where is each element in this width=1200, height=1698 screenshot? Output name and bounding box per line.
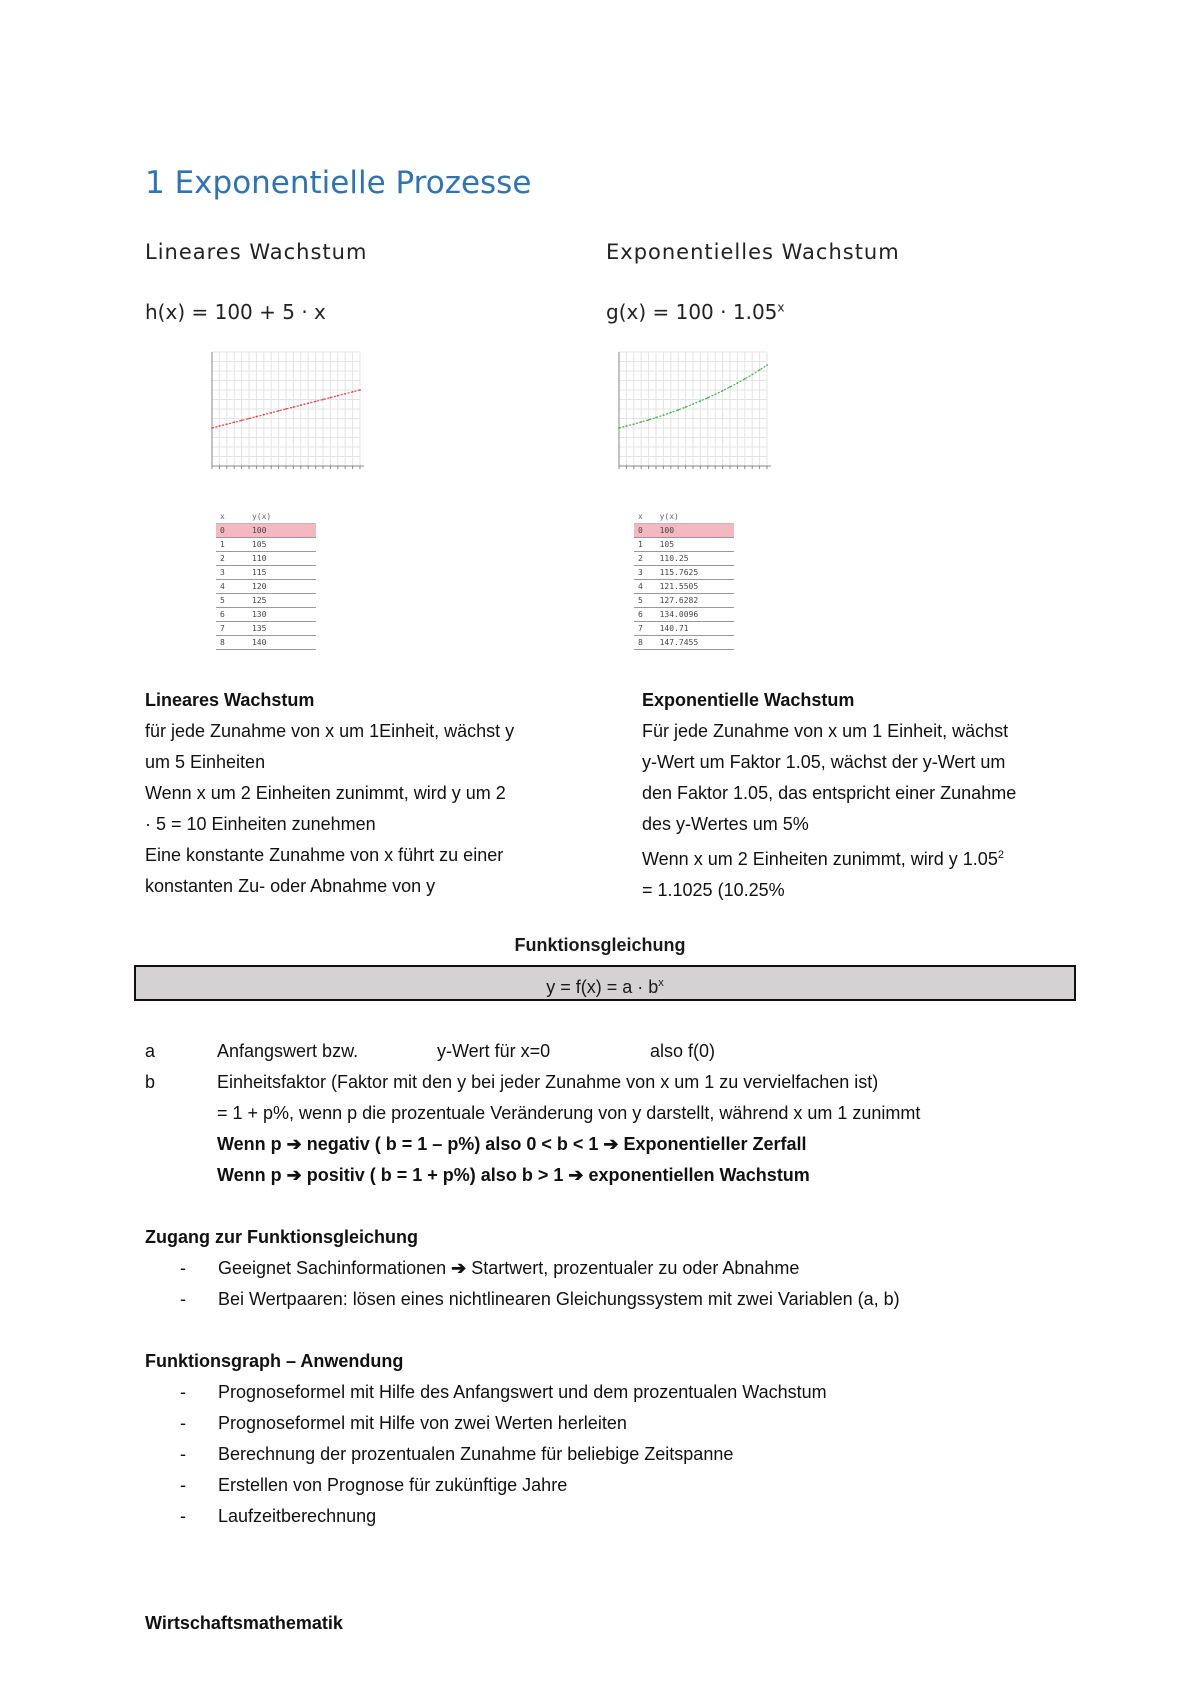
data-point bbox=[744, 378, 746, 380]
table-row bbox=[634, 580, 734, 594]
table-row bbox=[216, 622, 316, 636]
linear-text-line: · 5 = 10 Einheiten zunehmen bbox=[145, 814, 376, 834]
function-title: Funktionsgleichung bbox=[514, 935, 686, 955]
anwendung-title: Funktionsgraph – Anwendung bbox=[145, 1351, 404, 1371]
exponential-description bbox=[642, 685, 1092, 906]
table-cell: 115.7625 bbox=[656, 566, 734, 580]
table-cell: 5 bbox=[216, 594, 248, 608]
linear-text-line: um 5 Einheiten bbox=[145, 752, 266, 772]
list-bullet: - bbox=[180, 1444, 186, 1464]
arrow-right-icon: ➔ bbox=[568, 1165, 584, 1185]
data-point bbox=[300, 404, 302, 406]
list-bullet: - bbox=[180, 1506, 186, 1526]
table-cell: 105 bbox=[656, 538, 734, 552]
arrow-right-icon: ➔ bbox=[286, 1165, 302, 1185]
table-row bbox=[216, 636, 316, 650]
data-point bbox=[759, 369, 761, 371]
data-point bbox=[285, 408, 287, 410]
table-row bbox=[216, 538, 316, 552]
linear-text-line: für jede Zunahme von x um 1Einheit, wächst y bbox=[145, 721, 515, 741]
list-bullet: - bbox=[180, 1413, 186, 1433]
data-point bbox=[256, 416, 258, 418]
linear-text-line: konstanten Zu- oder Abnahme von y bbox=[145, 876, 436, 896]
zugang-item: - Bei Wertpaaren: lösen eines nichtlinearen Gleichungssystem mit zwei Variablen (a, b) bbox=[180, 1284, 900, 1315]
list-bullet: - bbox=[180, 1289, 186, 1309]
data-point bbox=[655, 417, 657, 419]
table-row bbox=[216, 608, 316, 622]
table-cell: 2 bbox=[634, 552, 656, 566]
table-row bbox=[216, 580, 316, 594]
data-point bbox=[648, 419, 650, 421]
definition-b bbox=[145, 1067, 1095, 1098]
data-point bbox=[685, 406, 687, 408]
table-header-cell: y(x) bbox=[656, 510, 734, 524]
table-cell: 0 bbox=[216, 524, 248, 538]
table-row bbox=[634, 636, 734, 650]
data-point bbox=[233, 421, 235, 423]
linear-value-table bbox=[216, 510, 316, 650]
table-cell: 105 bbox=[248, 538, 316, 552]
data-point bbox=[278, 410, 280, 412]
table-cell: 100 bbox=[248, 524, 316, 538]
table-cell: 1 bbox=[634, 538, 656, 552]
exponential-text-line: des y-Wertes um 5% bbox=[642, 814, 809, 834]
list-bullet: - bbox=[180, 1258, 186, 1278]
table-cell: 8 bbox=[634, 636, 656, 650]
data-point bbox=[241, 420, 243, 422]
linear-description bbox=[145, 685, 585, 902]
exponential-text-line: = 1.1025 (10.25% bbox=[642, 880, 785, 900]
list-bullet: - bbox=[180, 1475, 186, 1495]
table-cell: 127.6282 bbox=[656, 594, 734, 608]
data-point bbox=[337, 395, 339, 397]
anwendung-item: - Prognoseformel mit Hilfe von zwei Werten herleiten bbox=[180, 1408, 627, 1439]
data-point bbox=[322, 399, 324, 401]
exponential-growth-chart bbox=[607, 348, 775, 478]
definition-b-text: Einheitsfaktor (Faktor mit den y bei jeder Zunahme von x um 1 zu vervielfachen ist) bbox=[217, 1072, 879, 1092]
data-point bbox=[729, 386, 731, 388]
table-header-cell: x bbox=[634, 510, 656, 524]
function-equation-box: $y = f(x) = a \cdot b^x$ bbox=[134, 965, 1076, 1001]
data-point bbox=[633, 423, 635, 425]
exponential-value-table bbox=[634, 510, 734, 650]
table-cell: 135 bbox=[248, 622, 316, 636]
table-cell: 134.0096 bbox=[656, 608, 734, 622]
table-row bbox=[216, 566, 316, 580]
anwendung-item: - Prognoseformel mit Hilfe des Anfangswert und dem prozentualen Wachstum bbox=[180, 1377, 827, 1408]
arrow-right-icon: ➔ bbox=[286, 1134, 302, 1154]
data-point bbox=[626, 425, 628, 427]
definition-b-label: b bbox=[145, 1072, 156, 1092]
table-cell: 115 bbox=[248, 566, 316, 580]
exponential-text-line: Für jede Zunahme von x um 1 Einheit, wächst bbox=[642, 721, 1009, 741]
page-title: 1 Exponentielle Prozesse bbox=[145, 165, 532, 201]
table-cell: 6 bbox=[634, 608, 656, 622]
linear-formula: h(x) = 100 + 5 · x bbox=[145, 300, 326, 324]
data-point bbox=[692, 403, 694, 405]
data-point bbox=[211, 427, 213, 429]
table-cell: 5 bbox=[634, 594, 656, 608]
data-point bbox=[722, 390, 724, 392]
exponential-text-line: den Faktor 1.05, das entspricht einer Zunahme bbox=[642, 783, 1017, 803]
linear-text-line: Wenn x um 2 Einheiten zunimmt, wird y um 2 bbox=[145, 783, 506, 803]
table-cell: 120 bbox=[248, 580, 316, 594]
data-point bbox=[737, 382, 739, 384]
data-point bbox=[307, 402, 309, 404]
zugang-title: Zugang zur Funktionsgleichung bbox=[145, 1227, 418, 1247]
definition-a-text: Anfangswert bzw. bbox=[217, 1041, 359, 1061]
table-row bbox=[634, 552, 734, 566]
data-point bbox=[677, 409, 679, 411]
data-point bbox=[618, 427, 620, 429]
exponential-description-title: Exponentielle Wachstum bbox=[642, 690, 855, 710]
data-point bbox=[270, 412, 272, 414]
table-row bbox=[634, 622, 734, 636]
arrow-right-icon: ➔ bbox=[603, 1134, 619, 1154]
table-cell: 110 bbox=[248, 552, 316, 566]
data-point bbox=[226, 423, 228, 425]
table-cell: 110.25 bbox=[656, 552, 734, 566]
table-header-row bbox=[634, 510, 734, 524]
data-point bbox=[248, 418, 250, 420]
table-cell: 130 bbox=[248, 608, 316, 622]
definition-b-line2: = 1 + p%, wenn p die prozentuale Veränderung von y darstellt, während x um 1 zunimmt bbox=[217, 1103, 921, 1123]
data-point bbox=[263, 414, 265, 416]
arrow-right-icon: ➔ bbox=[451, 1258, 467, 1278]
table-cell: 125 bbox=[248, 594, 316, 608]
data-point bbox=[663, 414, 665, 416]
table-cell: 121.5505 bbox=[656, 580, 734, 594]
table-row bbox=[216, 524, 316, 538]
data-point bbox=[640, 421, 642, 423]
definition-a-label: a bbox=[145, 1041, 156, 1061]
table-header-cell: x bbox=[216, 510, 248, 524]
definition-b-growth: Wenn p ➔ positiv ( b = 1 + p%) also b > 1 ➔ exponentiellen Wachstum bbox=[217, 1165, 810, 1185]
data-point bbox=[219, 425, 221, 427]
anwendung-item: - Erstellen von Prognose für zukünftige Jahre bbox=[180, 1470, 567, 1501]
data-point bbox=[670, 412, 672, 414]
definition-a-mid: y-Wert für x=0 bbox=[437, 1041, 551, 1061]
definition-a-end: also f(0) bbox=[650, 1041, 716, 1061]
data-point bbox=[344, 393, 346, 395]
table-cell: 8 bbox=[216, 636, 248, 650]
footer-subject: Wirtschaftsmathematik bbox=[145, 1613, 343, 1633]
zugang-item: - Geeignet Sachinformationen ➔ Startwert, prozentualer zu oder Abnahme bbox=[180, 1253, 799, 1284]
data-point bbox=[359, 389, 361, 391]
data-point bbox=[714, 393, 716, 395]
list-bullet: - bbox=[180, 1382, 186, 1402]
data-point bbox=[700, 400, 702, 402]
table-cell: 7 bbox=[634, 622, 656, 636]
table-row bbox=[634, 594, 734, 608]
table-header-cell: y(x) bbox=[248, 510, 316, 524]
linear-text-line: Eine konstante Zunahme von x führt zu einer bbox=[145, 845, 504, 865]
table-row bbox=[216, 552, 316, 566]
data-point bbox=[751, 374, 753, 376]
exponential-text-line: y-Wert um Faktor 1.05, wächst der y-Wert um bbox=[642, 752, 1006, 772]
table-cell: 100 bbox=[656, 524, 734, 538]
exponential-text-line: Wenn x um 2 Einheiten zunimmt, wird y 1.05$^2$ bbox=[642, 849, 1004, 869]
table-cell: 140 bbox=[248, 636, 316, 650]
data-point bbox=[352, 391, 354, 393]
linear-heading: Lineares Wachstum bbox=[145, 240, 368, 264]
table-cell: 147.7455 bbox=[656, 636, 734, 650]
definition-b-decay: Wenn p ➔ negativ ( b = 1 – p%) also 0 < b < 1 ➔ Exponentieller Zerfall bbox=[217, 1134, 807, 1154]
anwendung-item: - Laufzeitberechnung bbox=[180, 1501, 376, 1532]
table-cell: 1 bbox=[216, 538, 248, 552]
linear-description-title: Lineares Wachstum bbox=[145, 690, 315, 710]
table-row bbox=[634, 566, 734, 580]
exponential-formula: $g(x) = 100 \cdot 1.05^x$ bbox=[606, 300, 785, 324]
exponential-heading: Exponentielles Wachstum bbox=[606, 240, 900, 264]
table-row bbox=[216, 594, 316, 608]
table-cell: 3 bbox=[216, 566, 248, 580]
data-point bbox=[293, 406, 295, 408]
definition-a bbox=[145, 1036, 1095, 1067]
table-cell: 4 bbox=[216, 580, 248, 594]
data-point bbox=[707, 397, 709, 399]
table-cell: 6 bbox=[216, 608, 248, 622]
table-cell: 3 bbox=[634, 566, 656, 580]
table-cell: 140.71 bbox=[656, 622, 734, 636]
table-cell: 4 bbox=[634, 580, 656, 594]
table-cell: 2 bbox=[216, 552, 248, 566]
table-header-row bbox=[216, 510, 316, 524]
data-point bbox=[766, 364, 768, 366]
table-row bbox=[634, 608, 734, 622]
table-row bbox=[634, 524, 734, 538]
table-cell: 0 bbox=[634, 524, 656, 538]
linear-growth-chart bbox=[200, 348, 368, 478]
table-row bbox=[634, 538, 734, 552]
anwendung-item: - Berechnung der prozentualen Zunahme für beliebige Zeitspanne bbox=[180, 1439, 733, 1470]
data-point bbox=[315, 401, 317, 403]
table-cell: 7 bbox=[216, 622, 248, 636]
data-point bbox=[330, 397, 332, 399]
